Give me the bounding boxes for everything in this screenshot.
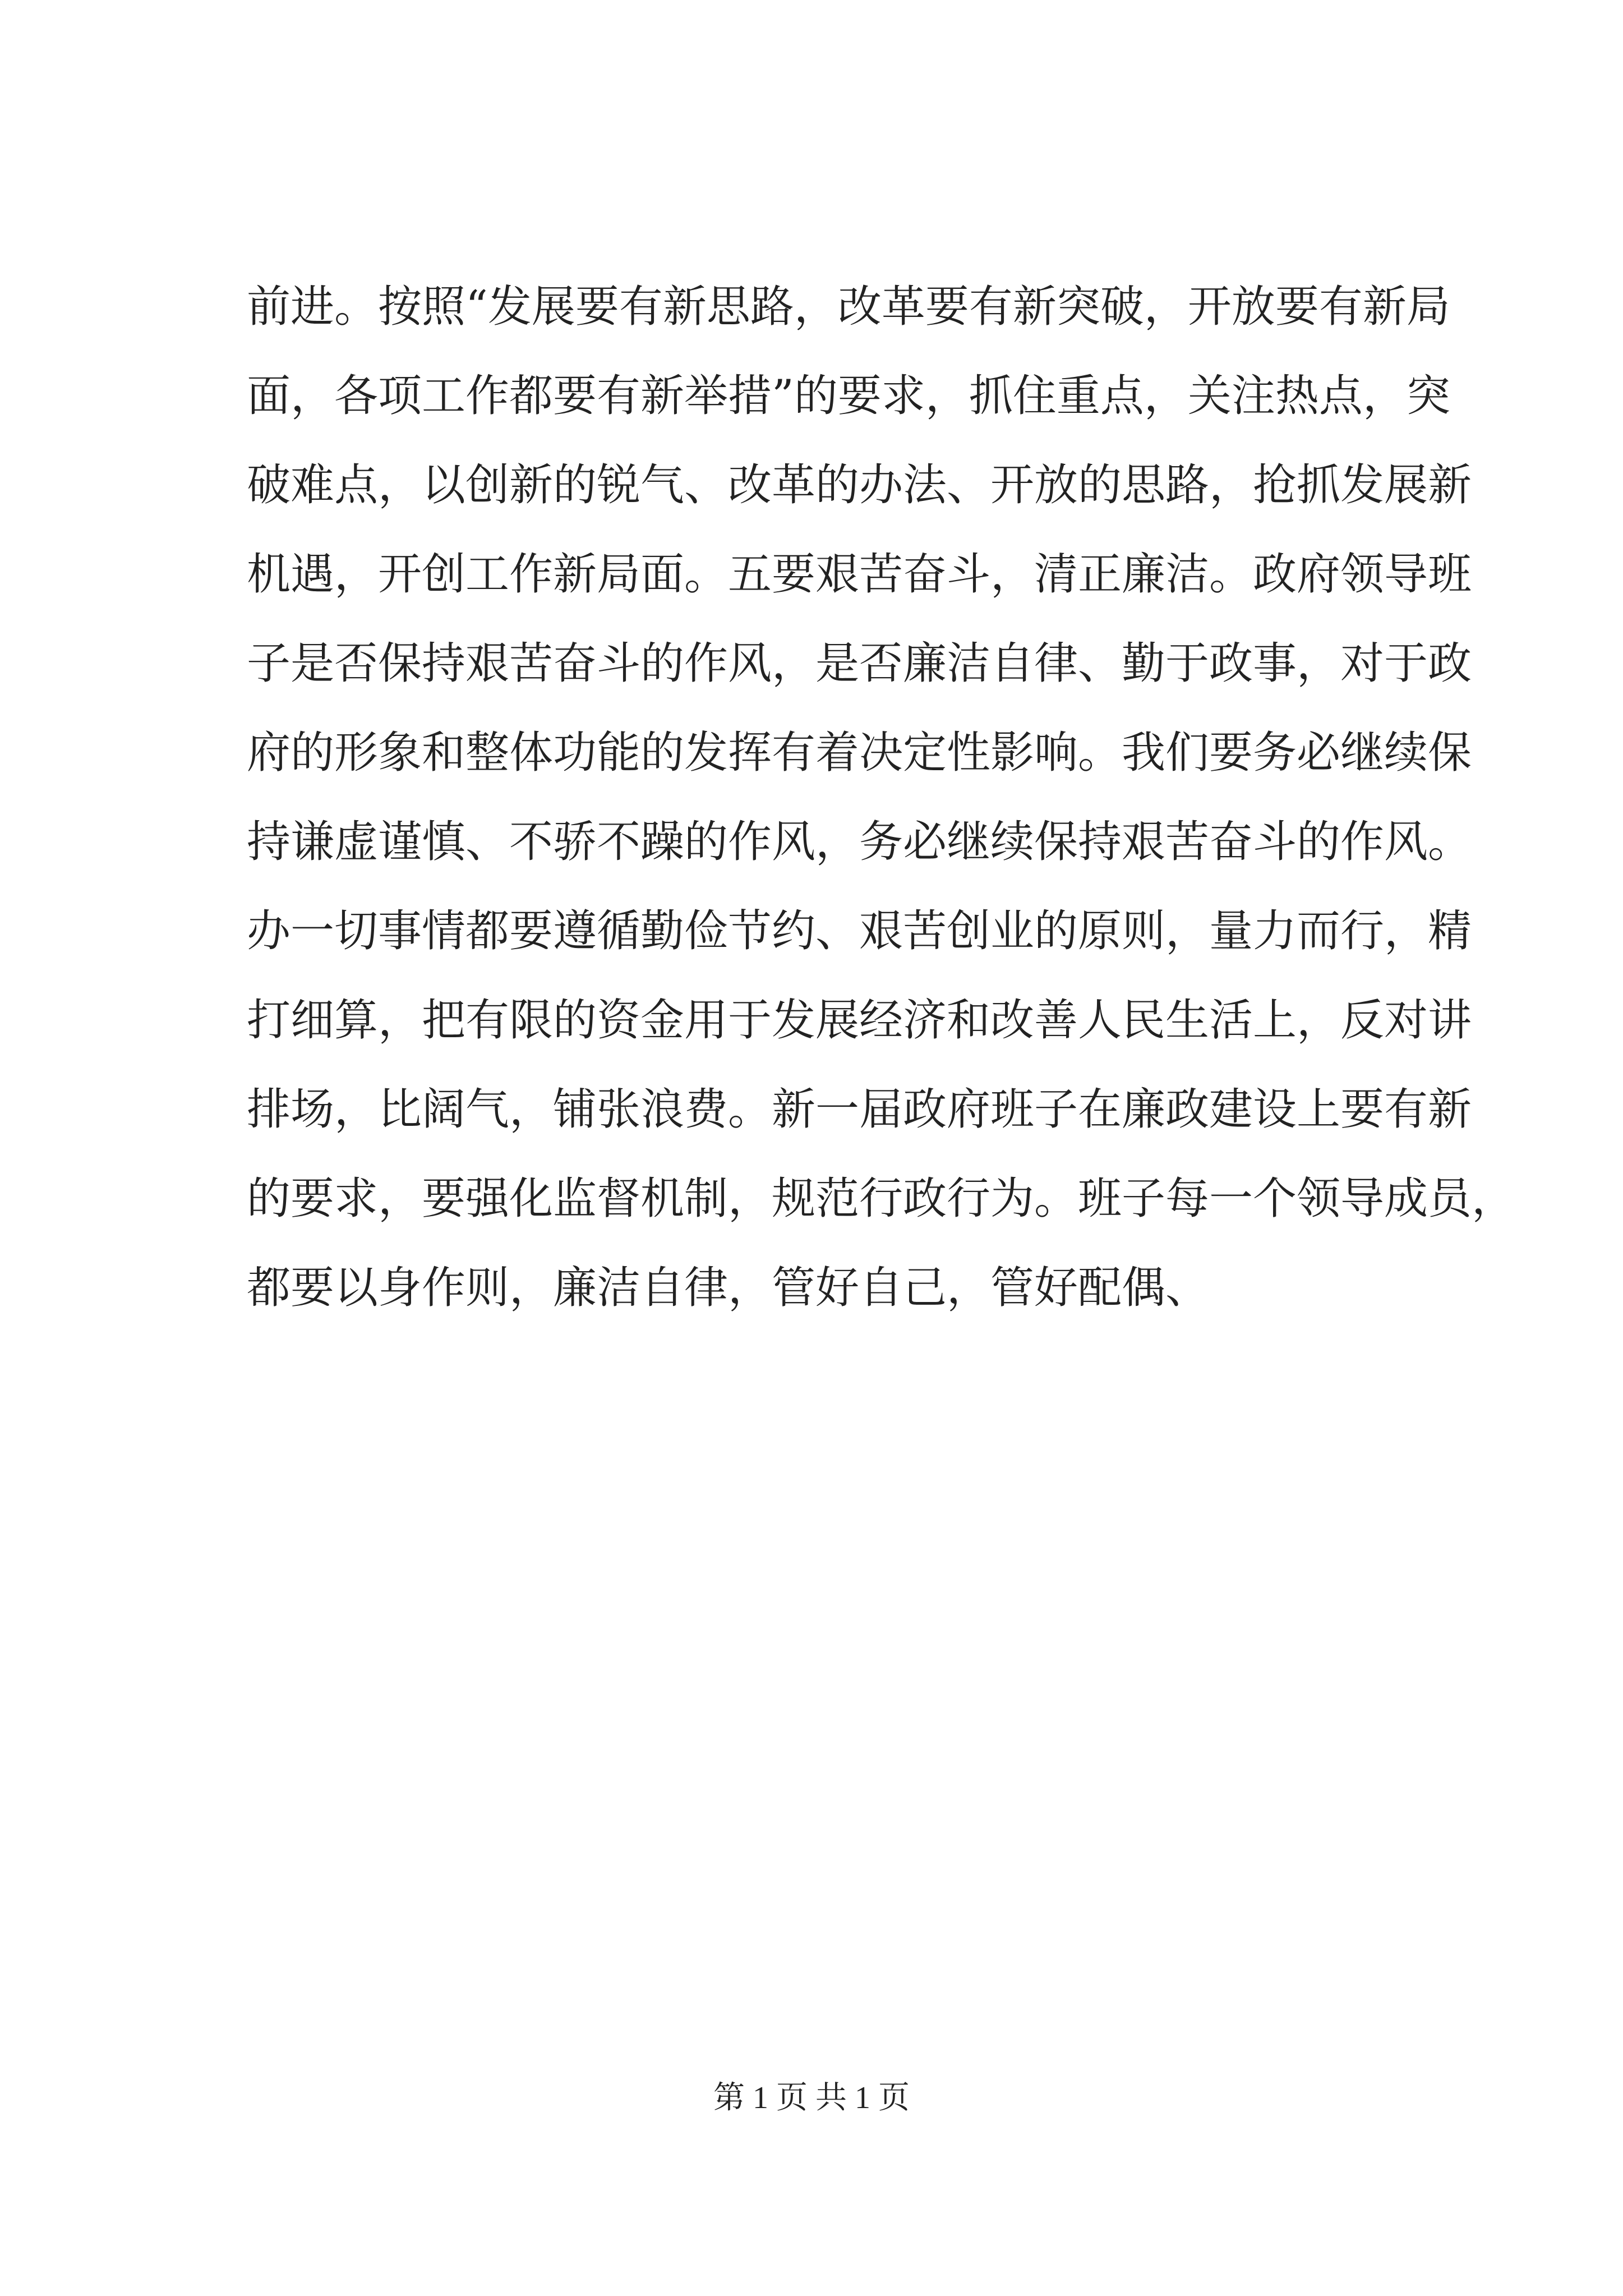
text-line: 府的形象和整体功能的发挥有着决定性影响。我们要务必继续保	[247, 728, 1472, 778]
text-line: 的要求，要强化监督机制，规范行政行为。班子每一个领导成员，	[247, 1174, 1516, 1224]
body-text	[247, 263, 1516, 1333]
text-line: 持谦虚谨慎、不骄不躁的作风，务必继续保持艰苦奋斗的作风。	[247, 817, 1472, 867]
text-line: 打细算，把有限的资金用于发展经济和改善人民生活上，反对讲	[247, 995, 1472, 1046]
text-line: 办一切事情都要遵循勤俭节约、艰苦创业的原则，量力而行，精	[247, 906, 1472, 956]
text-line: 机遇，开创工作新局面。五要艰苦奋斗，清正廉洁。政府领导班	[247, 549, 1472, 600]
text-line: 子是否保持艰苦奋斗的作风，是否廉洁自律、勤于政事，对于政	[247, 638, 1472, 689]
text-line: 都要以身作则，廉洁自律，管好自己，管好配偶、	[247, 1263, 1210, 1313]
text-line: 前进。按照“发展要有新思路，改革要有新突破，开放要有新局	[247, 282, 1450, 332]
page-footer: 第 1 页 共 1 页	[713, 2081, 910, 2115]
text-line: 排场，比阔气，铺张浪费。新一届政府班子在廉政建设上要有新	[247, 1084, 1472, 1135]
text-line: 破难点，以创新的锐气、改革的办法、开放的思路，抢抓发展新	[247, 460, 1472, 510]
text-line: 面，各项工作都要有新举措”的要求，抓住重点，关注热点，突	[247, 371, 1450, 421]
